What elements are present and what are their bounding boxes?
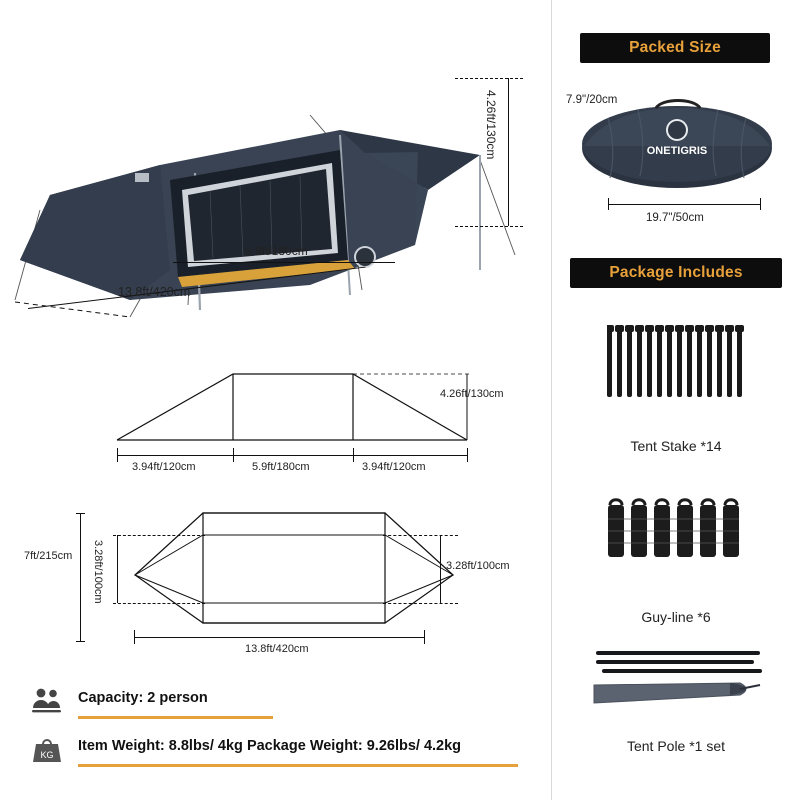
top-view-inner-width-label: 3.28ft/100cm (92, 540, 104, 604)
tv-iw-guide-top (113, 535, 205, 536)
tv-total-width-line (80, 513, 81, 641)
sv-dim-right-line (353, 455, 467, 456)
side-view-height-label: 4.26ft/130cm (440, 388, 504, 400)
guy-line-icon (608, 497, 748, 563)
svg-text:KG: KG (40, 750, 54, 760)
tv-rw-guide-top (383, 535, 458, 536)
spec-row-capacity (30, 682, 530, 730)
tv-iw-guide-bottom (113, 603, 205, 604)
top-view-total-width-label: 7ft/215cm (24, 550, 73, 562)
tv-right-width-line (440, 535, 441, 603)
top-view-diagram (55, 495, 535, 655)
tv-length-line (134, 637, 424, 638)
sv-tick-4 (467, 448, 468, 462)
top-view-length-label: 13.8ft/420cm (245, 643, 309, 655)
svg-text:ONETIGRIS: ONETIGRIS (646, 145, 708, 157)
hero-height-label: 4.26ft/130cm (484, 90, 498, 160)
capacity-text: Capacity: 2 person (78, 690, 208, 706)
side-view-center-span-label: 5.9ft/180cm (252, 461, 310, 473)
packed-width-tick-right (760, 198, 761, 210)
sv-dim-center-line (233, 455, 353, 456)
tent-pole-icon (590, 645, 766, 725)
tent-pole-label: Tent Pole *1 set (626, 738, 726, 754)
hero-height-top-guide (455, 78, 523, 79)
tent-hero-illustration (10, 55, 530, 320)
packed-width-label: 19.7"/50cm (646, 212, 704, 224)
hero-height-line (508, 78, 509, 226)
top-view-right-width-label: 3.28ft/100cm (446, 560, 510, 572)
hero-inner-length-line (173, 262, 395, 263)
stuff-sack-image (578, 96, 776, 196)
side-view-right-span-label: 3.94ft/120cm (362, 461, 426, 473)
weight-text: Item Weight: 8.8lbs/ 4kg Package Weight: 9.26lbs/ 4.2kg (78, 738, 462, 754)
hero-inner-length-label: 5.9ft/180cm (245, 244, 308, 258)
package-includes-banner (570, 258, 782, 288)
tv-tw-tick-top (76, 513, 85, 514)
tv-len-tick-right (424, 630, 425, 644)
tent-stake-icon (607, 325, 747, 405)
people-icon (30, 686, 64, 718)
packed-height-label: 7.9"/20cm (566, 94, 618, 106)
package-includes-title: Package Includes (609, 264, 743, 281)
hero-total-length-label: 13.8ft/420cm (118, 285, 191, 299)
right-panel (552, 0, 800, 800)
tent-stake-label: Tent Stake *14 (630, 438, 722, 454)
spec-row-weight (30, 730, 530, 778)
capacity-underline (78, 716, 273, 719)
tv-inner-width-line (117, 535, 118, 603)
guy-line-label: Guy-line *6 (641, 609, 711, 625)
packed-size-title: Packed Size (629, 39, 721, 56)
hero-height-bottom-guide (455, 226, 523, 227)
tv-tw-tick-bottom (76, 641, 85, 642)
sv-dim-left-line (117, 455, 233, 456)
packed-width-line (608, 204, 760, 205)
weight-underline (78, 764, 518, 767)
tv-rw-guide-bottom (383, 603, 458, 604)
spec-list (30, 682, 530, 778)
side-view-left-span-label: 3.94ft/120cm (132, 461, 196, 473)
weight-icon (30, 734, 64, 766)
packed-size-banner (580, 33, 770, 63)
